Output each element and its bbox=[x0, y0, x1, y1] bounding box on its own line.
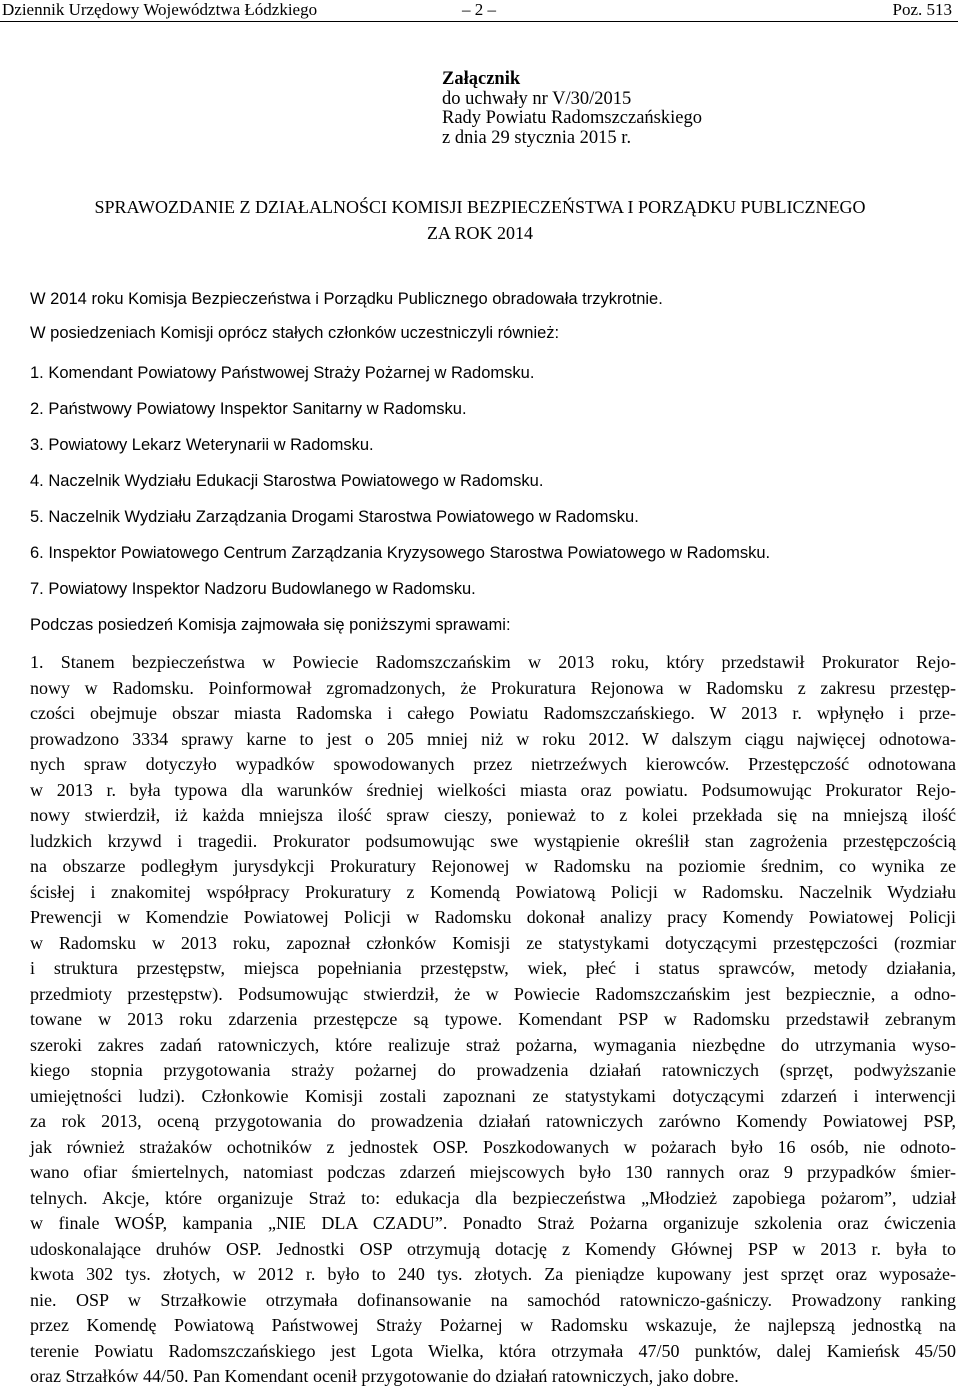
body-line: jak również strażaków ochotników z jednostek OSP. Poszkodowanych w pożarach było 16 osób, nie odnoto- bbox=[30, 1136, 956, 1157]
title-line-1: SPRAWOZDANIE Z DZIAŁALNOŚCI KOMISJI BEZPIECZEŃSTWA I PORZĄDKU PUBLICZNEGO bbox=[94, 197, 866, 217]
page-header bbox=[0, 0, 960, 22]
annex-council: Rady Powiatu Radomszczańskiego bbox=[442, 108, 702, 128]
journal-title: Dziennik Urzędowy Województwa Łódzkiego bbox=[2, 0, 318, 19]
page-number: – 2 – bbox=[462, 0, 496, 19]
report-body bbox=[30, 650, 956, 1390]
position-number: Poz. 513 bbox=[892, 0, 952, 19]
participant-7: 7. Powiatowy Inspektor Nadzoru Budowlanego w Radomsku. bbox=[30, 580, 476, 598]
body-line: przez Komendę Powiatową Państwowej Straży Pożarnej w Radomsku wskazuje, że najlepszą jednostką na bbox=[30, 1315, 956, 1335]
body-line: ścisłej i znakomitej współpracy Prokuratury z Komendą Powiatową Policji w Radomsku. Naczelnik Wydziału bbox=[30, 881, 956, 902]
annex-resolution: do uchwały nr V/30/2015 bbox=[442, 88, 632, 109]
document-title bbox=[0, 194, 960, 246]
body-line: terenie Powiatu Radomszczańskiego jest Lgota Wielka, która otrzymała 47/50 punktów, dalej Kamieńsk 45/50 bbox=[30, 1340, 956, 1361]
body-line: oraz Strzałków 44/50. Pan Komendant ocenił przygotowanie do działań ratowniczych, jako dobre. bbox=[30, 1366, 739, 1386]
body-line: kiego stopnia przygotowania straży pożarnej do prowadzenia działań ratowniczych (sprzęt, podwyższanie bbox=[30, 1060, 956, 1080]
intro-line-1: W 2014 roku Komisja Bezpieczeństwa i Porządku Publicznego obradowała trzykrotnie. bbox=[30, 290, 663, 308]
header-rule bbox=[0, 21, 958, 22]
body-line: telnych. Akcje, które organizuje Straż to: edukacja dla bezpieczeństwa „Młodzież zapobiega pożarom”, udział bbox=[30, 1187, 956, 1208]
body-line: umiejętności ludzi). Członkowie Komisji zostali zapoznani ze statystykami dotyczącymi zdarzeń i interwencji bbox=[30, 1085, 956, 1106]
body-line: w Radomsku w 2013 roku, zapoznał członków Komisji ze statystykami dotyczącymi przestępczości (rozmiar bbox=[30, 932, 956, 953]
body-line: w finale WOŚP, kampania „NIE DLA CZADU”. Ponadto Straż Pożarna organizuje szkolenia oraz ćwiczenia bbox=[30, 1213, 956, 1233]
body-line: przedmioty przestępstw). Podsumowując stwierdził, że w Powiecie Radomszczańskim jest bezpiecznie, a odno- bbox=[30, 983, 956, 1004]
title-line-2: ZA ROK 2014 bbox=[426, 223, 533, 243]
intro-line-2: W posiedzeniach Komisji oprócz stałych członków uczestniczyli również: bbox=[30, 324, 560, 342]
body-line: 1. Stanem bezpieczeństwa w Powiecie Radomszczańskim w 2013 roku, który przedstawił Prokurator Rejo- bbox=[30, 652, 956, 672]
body-line: kwota 302 tys. złotych, w 2012 r. było to 240 tys. złotych. Za pieniądze kupowany jest sprzęt oraz wyposaże- bbox=[30, 1264, 956, 1284]
participant-5: 5. Naczelnik Wydziału Zarządzania Drogami Starostwa Powiatowego w Radomsku. bbox=[30, 508, 639, 526]
participant-2: 2. Państwowy Powiatowy Inspektor Sanitarny w Radomsku. bbox=[30, 400, 467, 418]
participant-1: 1. Komendant Powiatowy Państwowej Straży Pożarnej w Radomsku. bbox=[30, 364, 535, 382]
body-line: nie. OSP w Strzałkowie otrzymała dofinansowanie na samochód ratowniczo-gaśniczy. Prowadzony ranking bbox=[30, 1289, 956, 1310]
body-line: nowy w Radomsku. Poinformował zgromadzonych, że Prokuratura Rejonowa w Radomsku z zakresu przestęp- bbox=[30, 677, 956, 698]
body-line: nowy stwierdził, iż każda mniejsza ilość spraw cieszy, ponieważ to z kolei przekłada się na mniejszą ilość bbox=[30, 805, 956, 825]
body-line: Prewencji w Komendzie Powiatowej Policji w Radomsku dokonał analizy pracy Komendy Powiatowej Policji bbox=[30, 907, 956, 927]
annex-heading: Załącznik bbox=[442, 69, 521, 89]
body-line: wano ofiar śmiertelnych, natomiast podczas zdarzeń miejscowych było 130 rannych oraz 9 przypadków śmier- bbox=[30, 1162, 956, 1182]
matters-intro: Podczas posiedzeń Komisja zajmowała się poniższymi sprawami: bbox=[30, 616, 511, 634]
body-line: w 2013 r. była typowa dla warunków średniej wielkości miasta oraz powiatu. Podsumowując Prokurator Rejo- bbox=[30, 779, 956, 800]
annex-block bbox=[442, 70, 702, 148]
participant-6: 6. Inspektor Powiatowego Centrum Zarządzania Kryzysowego Starostwa Powiatowego w Radomsku. bbox=[30, 544, 771, 562]
body-line: czości obejmuje obszar miasta Radomska i całego Powiatu Radomszczańskiego. W 2013 r. wpłynęło i prze- bbox=[30, 703, 956, 723]
body-line: ludzkich krzywd i tragedii. Prokurator podsumowując swe wystąpienie określił stan zagrożenia przestępczością bbox=[30, 830, 956, 851]
body-line: na obszarze podległym jurysdykcji Prokuratury Rejonowej w Radomsku na poziomie średnim, co wynika ze bbox=[30, 856, 956, 876]
body-line: szeroki zakres zadań ratowniczych, które realizuje straż pożarna, wymagania niezbędne do utrzymania wyso- bbox=[30, 1034, 956, 1055]
body-line: prowadzono 3334 sprawy karne to jest o 205 mniej niż w roku 2012. W dalszym ciągu najwięcej odnotowa- bbox=[30, 728, 956, 749]
participant-3: 3. Powiatowy Lekarz Weterynarii w Radomsku. bbox=[30, 436, 374, 454]
annex-date: z dnia 29 stycznia 2015 r. bbox=[442, 127, 632, 148]
body-line: i struktura przestępstw, miejsca popełniania przestępstw, wiek, płeć i status sprawców, metody działania, bbox=[30, 958, 956, 978]
body-line: towane w 2013 roku zdarzenia przestępcze są typowe. Komendant PSP w Radomsku przedstawił zebranym bbox=[30, 1009, 956, 1029]
body-line: nych spraw dotyczyło wypadków spowodowanych przez nietrzeźwych kierowców. Przestępczość odnotowana bbox=[30, 754, 956, 774]
participant-4: 4. Naczelnik Wydziału Edukacji Starostwa Powiatowego w Radomsku. bbox=[30, 472, 544, 490]
body-line: udoskonalające druhów OSP. Jednostki OSP otrzymują dotację z Komendy Głównej PSP w 2013 r. była to bbox=[30, 1238, 956, 1259]
body-line: za rok 2013, oceną przygotowania do prowadzenia działań ratowniczych zarówno Komendy Powiatowej PSP, bbox=[30, 1111, 956, 1131]
